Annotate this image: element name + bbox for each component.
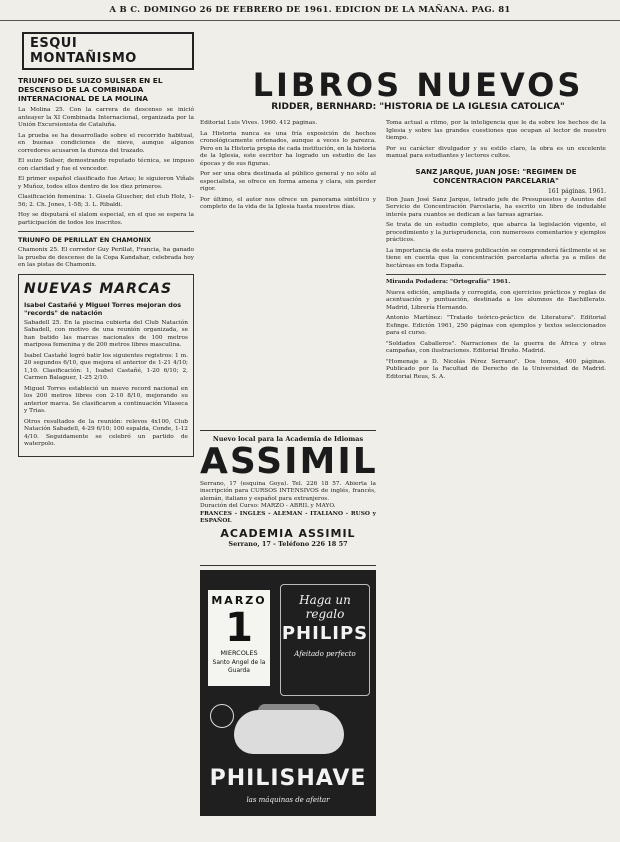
philishave-note: las máquinas de afeitar	[246, 796, 330, 804]
ridder-p3: Por último, el autor nos ofrece un panorama sintético y completo de la vida de la Iglesia hasta nuestros días.	[200, 196, 376, 210]
sanz-jarque-meta: 161 páginas. 1961.	[547, 187, 606, 195]
philips-brand: PHILIPS	[281, 623, 369, 644]
sanz-p3: La importancia de esta nueva publicación se comprenderá fácilmente si se tiene en cuenta que la concentración parcelaria afecta ya a miles de hectáreas en toda España.	[386, 247, 606, 269]
story1-p2: La prueba se ha desarrollado sobre el recorrido habitual, en buenas condiciones de nieve, aunque algunos corredores acusaron la dureza del trazado.	[18, 132, 194, 154]
sanz-p1: Don Juan José Sanz Jarque, letrado jefe de Presupuestos y Asuntos del Servicio de Concentración Parcelaria, ha escrito un libro de indudable interés para cuantos se dedican a las tareas agrarias.	[386, 196, 606, 218]
story2-p1: Chamonix 25. El corredor Guy Perillat, Francia, ha ganado la prueba de descenso de la Copa Kandahar, celebrada hoy en las pistas de Chamonix.	[18, 247, 194, 268]
calendar-weekday: MIERCOLES	[220, 649, 258, 657]
review3-headline: Miranda Podadera: "Ortografía" 1961.	[386, 279, 511, 285]
ridder-continued-1: Toma actual a ritmo, por la inteligencia que le da sobre los hechos de la Iglesia y sobre las grandes cuestiones que ocupan al lector de nuestro tiempo.	[386, 120, 606, 141]
libros-nuevos-title: LIBROS NUEVOS	[252, 66, 584, 104]
ridder-meta: Editorial Luis Vives. 1960. 412 páginas.	[200, 120, 318, 126]
assimil-logo-text: ASSIMIL	[200, 441, 378, 482]
electric-shaver-icon	[234, 710, 344, 754]
philips-shield-icon	[210, 704, 234, 728]
nuevas-marcas-title: NUEVAS MARCAS	[24, 280, 173, 297]
calendar-day: 1	[225, 605, 253, 651]
ridder-continued-2: Por su carácter divulgador y su estilo claro, la obra es un excelente manual para estudiantes y lectores cultos.	[386, 145, 606, 159]
nuevas-p2: Isabel Castañé logró batir los siguientes registros: 1 m. 20 segundos 6/10, que mejora el anterior de 1-21 4/10; 1,10. Clasificación: 1, Isabel Castañé, 1-20 6/10; 2, Carmen Balaguer, 1-25 2/10.	[24, 352, 188, 381]
gift-panel	[280, 584, 370, 696]
calendar-saint: Santo Angel de la Guarda	[212, 659, 266, 674]
assimil-languages: FRANCES - INGLES - ALEMAN - ITALIANO - RUSO y ESPAÑOL	[200, 510, 376, 525]
headline-sulser: TRIUNFO DEL SUIZO SULSER EN EL DESCENSO DE LA COMBINADA INTERNACIONAL DE LA MOLINA	[18, 76, 163, 103]
review3-p3: "Soldados Caballeros". Narraciones de la guerra de África y otras campañas, con ilustraciones. Editorial Bruño. Madrid.	[386, 340, 606, 354]
story1-p5: Clasificación femenina: 1. Gisela Gluscher, del club Holz, 1-56; 2. Ch. Jones, 1-58; 3. L. Ribaldi.	[18, 194, 194, 208]
calendar-month: MARZO	[211, 594, 267, 607]
assimil-details: Serrano, 17 (esquina Goya). Tel. 226 18 57. Abierta la inscripción para CURSOS INTENSIVOS de inglés, francés, alemán, italiano y español para extranjeros.	[200, 481, 376, 502]
nuevas-marcas-subhead: Isabel Castañé y Miguel Torres mejoran dos "records" de natación	[24, 300, 182, 317]
story1-p4: El primer español clasificado fue Arias; le siguieron Viñals y Muñoz, todos ellos dentro de los diez primeros.	[18, 176, 194, 190]
review3-p2: Antonio Martínez: "Tratado teórico-práctico de Literatura". Editorial Esfinge. Edición 1961, 250 páginas con ejemplos y textos seleccionados para el curso.	[386, 315, 606, 336]
calendar-date-box	[208, 590, 270, 686]
philishave-brand: PHILISHAVE	[209, 766, 367, 791]
story1-p1: La Molina 25. Con la carrera de descenso se inició anteayer la XI Combinada Internacional, organizada por la Unión Excursionista de Cataluña.	[18, 107, 194, 128]
assimil-intro: Nuevo local para la Academia de Idiomas	[212, 435, 364, 443]
divider	[386, 274, 606, 275]
divider	[18, 231, 194, 232]
assimil-footer: ACADEMIA ASSIMIL	[220, 527, 356, 541]
left-column	[18, 26, 194, 826]
ridder-p2: Por ser una obra destinada al público general y no sólo al especialista, se ofrece en forma amena y clara, sin perder rigor.	[200, 171, 376, 192]
story1-p6: Hoy se disputará el slalom especial, en el que se espera la participación de todos los inscritos.	[18, 212, 194, 226]
headline-perillat: TRIUNFO DE PERILLAT EN CHAMONIX	[18, 236, 152, 244]
review3-p1: Nueva edición, ampliada y corregida, con ejercicios prácticos y reglas de acentuación y puntuación, destinada a los alumnos de Bachillerato. Madrid, Librería Hernando.	[386, 289, 606, 311]
assimil-duration: Duración del Curso: MARZO - ABRIL y MAYO.	[200, 503, 336, 510]
nuevas-p1: Sabadell 25. En la piscina cubierta del Club Natación Sabadell, con motivo de una reunión organizada, se han batido las marcas nacionales de 100 metros mariposa femenina y de 200 metros libres masculina.	[24, 319, 188, 348]
gift-line: Haga un regalo	[299, 593, 351, 621]
review3-p4: "Homenaje a D. Nicolás Pérez Serrano". Dos tomos, 400 páginas. Publicado por la Facultad de Derecho de la Universidad de Madrid. Editorial Reus, S. A.	[386, 358, 606, 380]
story1-p3: El suizo Sulser, demostrando reputado técnica, se impuso con claridad y fue el vencedor.	[18, 158, 194, 172]
middle-column	[200, 120, 376, 426]
ridder-p1: La Historia nunca es una fría exposición de hechos cronológicamente ordenados, aunque a veces lo parezca. Pero en la Historia propia de cada institución, en la historia de la Iglesia, este escritor ha logrado un estudio de las épocas y de sus figuras.	[200, 130, 376, 167]
philips-advertisement	[200, 570, 376, 816]
nuevas-marcas-box	[18, 274, 194, 457]
sanz-p2: Se trata de un estudio completo, que abarca la legislación vigente, el procedimiento y la jurisprudencia, con numerosos comentarios y ejemplos prácticos.	[386, 222, 606, 243]
philips-tagline: Afeitado perfecto	[294, 650, 356, 658]
assimil-address: Serrano, 17 - Teléfono 226 18 57	[228, 540, 348, 549]
nuevas-p4: Otros resultados de la reunión: relevos 4x100, Club Natación Sabadell, 4-29 6/10; 100 espalda, Conde, 1-12 4/10. Seguidamente se celebró un partido de waterpolo.	[24, 418, 188, 447]
assimil-advertisement	[200, 430, 376, 566]
right-column	[386, 120, 606, 832]
page-header: A B C. DOMINGO 26 DE FEBRERO DE 1961. EDICION DE LA MAÑANA. PAG. 81	[0, 0, 620, 21]
section-label: ESQUI MONTAÑISMO	[22, 32, 194, 70]
headline-sanz-jarque: SANZ JARQUE, JUAN JOSE: "REGIMEN DE CONCENTRACION PARCELARIA"	[415, 166, 577, 185]
libros-subtitle: RIDDER, BERNHARD: "HISTORIA DE LA IGLESIA CATOLICA"	[271, 102, 565, 112]
nuevas-p3: Miguel Torres estableció un nuevo record nacional en los 200 metros libres con 2-10 8/10, mejorando su anterior marca. Se clasificaron a continuación Vilaseca y Trias.	[24, 385, 188, 414]
